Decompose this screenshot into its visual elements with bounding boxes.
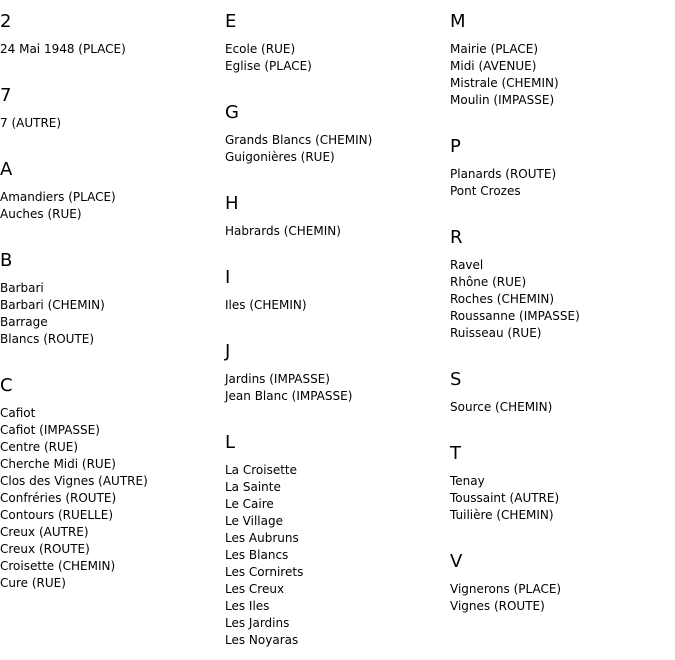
- street-item[interactable]: Blancs (ROUTE): [0, 332, 95, 346]
- group-spacer: [225, 405, 450, 421]
- group-spacer: [450, 342, 675, 358]
- street-item[interactable]: Les Jardins: [225, 616, 290, 630]
- street-item[interactable]: Barbari: [0, 281, 44, 295]
- street-item[interactable]: Les Iles: [225, 599, 270, 613]
- street-item[interactable]: Cafiot: [0, 406, 36, 420]
- street-item[interactable]: Grands Blancs (CHEMIN): [225, 133, 373, 147]
- street-item[interactable]: Mairie (PLACE): [450, 42, 539, 56]
- street-item[interactable]: Barrage: [0, 315, 48, 329]
- letter-heading: C: [0, 375, 13, 396]
- letter-heading: R: [450, 227, 463, 248]
- street-item[interactable]: Planards (ROUTE): [450, 167, 557, 181]
- letter-group: [225, 330, 450, 421]
- street-list: [225, 454, 450, 649]
- street-item[interactable]: Tuilière (CHEMIN): [450, 508, 554, 522]
- street-item[interactable]: Croisette (CHEMIN): [0, 559, 116, 573]
- street-item[interactable]: Eglise (PLACE): [225, 59, 312, 73]
- letter-heading: 2: [0, 11, 12, 32]
- letter-heading: T: [450, 443, 461, 464]
- street-item[interactable]: Cherche Midi (RUE): [0, 457, 116, 471]
- group-spacer: [0, 58, 225, 74]
- letter-heading: H: [225, 193, 239, 214]
- street-list: [450, 158, 675, 200]
- group-spacer: [450, 200, 675, 216]
- letter-group: [225, 256, 450, 330]
- group-spacer: [0, 132, 225, 148]
- street-list: [225, 363, 450, 405]
- letter-group: [0, 0, 225, 74]
- street-index-column-3: [450, 0, 675, 615]
- street-item[interactable]: Roussanne (IMPASSE): [450, 309, 580, 323]
- letter-group: [0, 364, 225, 592]
- street-item[interactable]: Les Noyaras: [225, 633, 299, 647]
- letter-heading: L: [225, 432, 236, 453]
- street-list: [450, 391, 675, 416]
- street-item[interactable]: Auches (RUE): [0, 207, 82, 221]
- street-item[interactable]: Ravel: [450, 258, 484, 272]
- street-item[interactable]: Le Village: [225, 514, 283, 528]
- street-item[interactable]: La Sainte: [225, 480, 281, 494]
- letter-heading: V: [450, 551, 463, 572]
- street-item[interactable]: 7 (AUTRE): [0, 116, 62, 130]
- letter-heading: E: [225, 11, 237, 32]
- street-item[interactable]: Les Aubruns: [225, 531, 299, 545]
- group-spacer: [450, 109, 675, 125]
- street-item[interactable]: Guigonières (RUE): [225, 150, 335, 164]
- letter-group: [225, 91, 450, 182]
- group-spacer: [450, 524, 675, 540]
- street-index-column-2: [225, 0, 450, 649]
- street-item[interactable]: 24 Mai 1948 (PLACE): [0, 42, 126, 56]
- street-item[interactable]: Amandiers (PLACE): [0, 190, 116, 204]
- group-spacer: [225, 314, 450, 330]
- letter-group: [450, 358, 675, 432]
- street-item[interactable]: Ruisseau (RUE): [450, 326, 542, 340]
- letter-group: [225, 182, 450, 256]
- street-list: [450, 33, 675, 109]
- street-item[interactable]: Creux (AUTRE): [0, 525, 89, 539]
- street-item[interactable]: Mistrale (CHEMIN): [450, 76, 559, 90]
- group-spacer: [0, 223, 225, 239]
- group-spacer: [225, 166, 450, 182]
- street-list: [0, 107, 225, 132]
- group-spacer: [225, 240, 450, 256]
- street-item[interactable]: Vignerons (PLACE): [450, 582, 562, 596]
- street-item[interactable]: Cure (RUE): [0, 576, 66, 590]
- letter-group: [450, 125, 675, 216]
- street-item[interactable]: Cafiot (IMPASSE): [0, 423, 100, 437]
- group-spacer: [450, 416, 675, 432]
- street-item[interactable]: Les Blancs: [225, 548, 289, 562]
- street-item[interactable]: La Croisette: [225, 463, 298, 477]
- street-item[interactable]: Contours (RUELLE): [0, 508, 113, 522]
- street-item[interactable]: Jean Blanc (IMPASSE): [225, 389, 353, 403]
- street-list: [450, 465, 675, 524]
- street-list: [0, 397, 225, 592]
- letter-group: [225, 0, 450, 91]
- street-list: [225, 124, 450, 166]
- letter-heading: J: [225, 341, 231, 362]
- letter-heading: B: [0, 250, 13, 271]
- street-item[interactable]: Jardins (IMPASSE): [225, 372, 330, 386]
- letter-heading: I: [225, 267, 231, 288]
- letter-group: [0, 74, 225, 148]
- group-spacer: [225, 75, 450, 91]
- street-item[interactable]: Iles (CHEMIN): [225, 298, 307, 312]
- letter-heading: A: [0, 159, 13, 180]
- street-item[interactable]: Rhône (RUE): [450, 275, 527, 289]
- street-item[interactable]: Clos des Vignes (AUTRE): [0, 474, 148, 488]
- street-item[interactable]: Confréries (ROUTE): [0, 491, 117, 505]
- street-item[interactable]: Pont Crozes: [450, 184, 521, 198]
- street-item[interactable]: Les Creux: [225, 582, 285, 596]
- street-item[interactable]: Toussaint (AUTRE): [450, 491, 560, 505]
- street-item[interactable]: Ecole (RUE): [225, 42, 296, 56]
- street-list: [0, 33, 225, 58]
- street-item[interactable]: Vignes (ROUTE): [450, 599, 545, 613]
- street-list: [450, 573, 675, 615]
- street-item[interactable]: Midi (AVENUE): [450, 59, 537, 73]
- street-item[interactable]: Les Cornirets: [225, 565, 304, 579]
- letter-heading: M: [450, 11, 466, 32]
- letter-group: [0, 239, 225, 364]
- letter-group: [450, 432, 675, 540]
- street-item[interactable]: Centre (RUE): [0, 440, 79, 454]
- street-list: [225, 215, 450, 240]
- letter-group: [450, 216, 675, 358]
- street-list: [225, 33, 450, 75]
- street-item[interactable]: Barbari (CHEMIN): [0, 298, 105, 312]
- street-item[interactable]: Source (CHEMIN): [450, 400, 553, 414]
- letter-group: [450, 0, 675, 125]
- letter-heading: 7: [0, 85, 12, 106]
- street-list: [225, 289, 450, 314]
- street-item[interactable]: Tenay: [450, 474, 485, 488]
- letter-group: [0, 148, 225, 239]
- street-item[interactable]: Moulin (IMPASSE): [450, 93, 555, 107]
- street-index-column-1: [0, 0, 225, 592]
- street-item[interactable]: Le Caire: [225, 497, 274, 511]
- group-spacer: [0, 348, 225, 364]
- letter-heading: P: [450, 136, 461, 157]
- street-list: [0, 272, 225, 348]
- letter-group: [450, 540, 675, 615]
- street-item[interactable]: Roches (CHEMIN): [450, 292, 555, 306]
- letter-heading: S: [450, 369, 462, 390]
- street-item[interactable]: Habrards (CHEMIN): [225, 224, 341, 238]
- letter-heading: G: [225, 102, 239, 123]
- letter-group: [225, 421, 450, 649]
- street-list: [450, 249, 675, 342]
- street-list: [0, 181, 225, 223]
- street-item[interactable]: Creux (ROUTE): [0, 542, 90, 556]
